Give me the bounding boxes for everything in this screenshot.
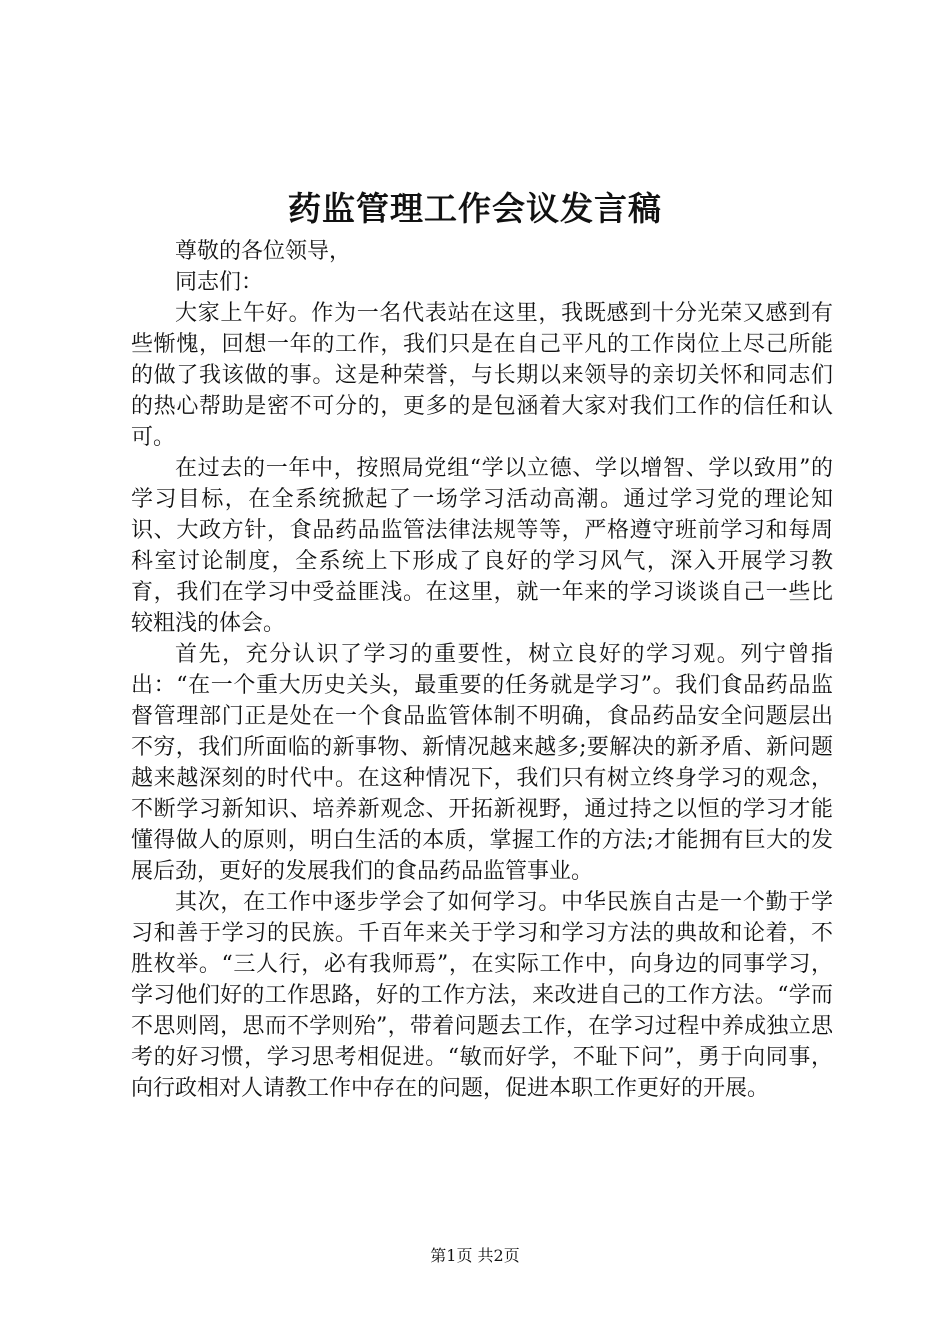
paragraph-first-point: 首先，充分认识了学习的重要性，树立良好的学习观。列宁曾指出：“在一个重大历史关头，最重要的任务就是学习”。我们食品药品监督管理部门正是处在一个食品监管体制不明确，食品药品安全问题层出不穷，我们所面临的新事物、新情况越来越多;要解决的新矛盾、新问题越来越深刻的时代中。在这种情况下，我们只有树立终身学习的观念，不断学习新知识、培养新观念、开拓新视野，通过持之以恒的学习才能懂得做人的原则，明白生活的本质，掌握工作的方法;才能拥有巨大的发展后劲，更好的发展我们的食品药品监管事业。 bbox=[131, 642, 833, 884]
salutation-comrades: 同志们： bbox=[175, 270, 264, 295]
document-title: 药监管理工作会议发言稿 bbox=[288, 189, 662, 228]
paragraph-past-year: 在过去的一年中，按照局党组“学以立德、学以增智、学以致用”的学习目标，在全系统掀起了一场学习活动高潮。通过学习党的理论知识、大政方针，食品药品监管法律法规等等，严格遵守班前学习和每周科室讨论制度，全系统上下形成了良好的学习风气，深入开展学习教育，我们在学习中受益匪浅。在这里，就一年来的学习谈谈自己一些比较粗浅的体会。 bbox=[131, 456, 833, 636]
paragraph-second-point: 其次，在工作中逐步学会了如何学习。中华民族自古是一个勤于学习和善于学习的民族。千百年来关于学习和学习方法的典故和论着，不胜枚举。“三人行，必有我师焉”，在实际工作中，向身边的同事学习，学习他们好的工作思路，好的工作方法，来改进自己的工作方法。“学而不思则罔，思而不学则殆”，带着问题去工作，在学习过程中养成独立思考的好习惯，学习思考相促进。“敏而好学，不耻下问”，勇于向同事，向行政相对人请教工作中存在的问题，促进本职工作更好的开展。 bbox=[131, 890, 833, 1101]
page-number: 第1页 共2页 bbox=[430, 1246, 520, 1265]
paragraph-opening: 大家上午好。作为一名代表站在这里，我既感到十分光荣又感到有些惭愧，回想一年的工作，我们只是在自己平凡的工作岗位上尽己所能的做了我该做的事。这是种荣誉，与长期以来领导的亲切关怀和同志们的热心帮助是密不可分的，更多的是包涵着大家对我们工作的信任和认可。 bbox=[131, 301, 833, 450]
document-body bbox=[131, 236, 833, 1104]
salutation-leaders: 尊敬的各位领导， bbox=[175, 239, 352, 264]
